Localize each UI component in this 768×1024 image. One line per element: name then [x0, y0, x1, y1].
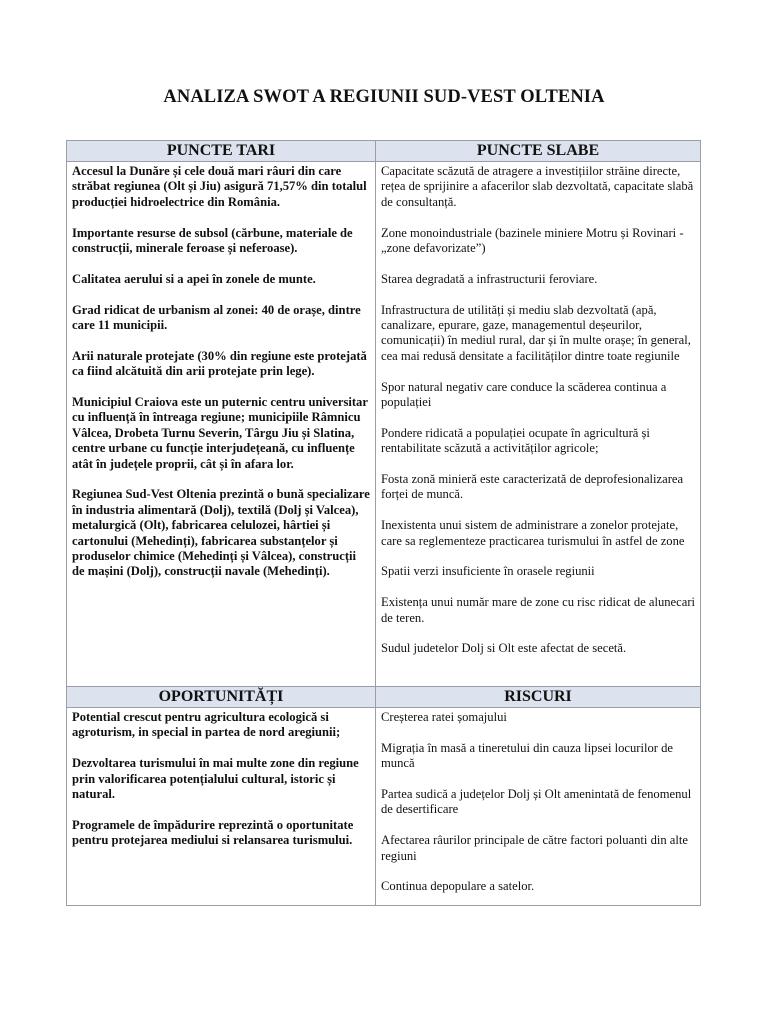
weakness-item: Capacitate scăzută de atragere a investițiilor străine directe, rețea de sprijinire a afacerilor slab dezvoltată, capacitate slabă de consultanță. — [381, 164, 694, 209]
opportunity-item: Dezvoltarea turismului în mai multe zone din regiune prin valorificarea potențialului cultural, istoric și natural. — [72, 756, 359, 802]
threats-header: RISCURI — [376, 687, 701, 708]
strengths-header: PUNCTE TARI — [67, 141, 376, 162]
threat-item: Afectarea râurilor principale de către factori poluanti din alte regiuni — [381, 833, 688, 863]
strength-item: Importante resurse de subsol (cărbune, materiale de construcții, minerale feroase și neferoase). — [72, 225, 353, 256]
weaknesses-cell — [376, 162, 701, 687]
strength-item: Grad ridicat de urbanism al zonei: 40 de orașe, dintre care 11 municipii. — [72, 302, 361, 333]
weakness-item: Inexistenta unui sistem de administrare a zonelor protejate, care sa reglementeze practicarea turismului în astfel de zone — [381, 518, 685, 548]
weakness-item: Spor natural negativ care conduce la scăderea continua a populației — [381, 379, 667, 410]
strength-item: Arii naturale protejate (30% din regiune este protejată ca fiind alcătuită din arii protejate prin lege). — [72, 348, 367, 379]
weakness-item: Zone monoindustriale (bazinele miniere Motru și Rovinari -„zone defavorizate”) — [381, 225, 684, 256]
weakness-item: Pondere ridicată a populației ocupate în agricultură și rentabilitate scăzută a activităților agricole; — [381, 425, 650, 456]
opportunities-cell — [67, 708, 376, 906]
strength-item: Regiunea Sud-Vest Oltenia prezintă o bună specializare în industria alimentară (Dolj), textilă (Dolj și Valcea), metalurgică (Olt), fabricarea celulozei, hârtiei și cartonului (Mehedinți), fabricarea substanțelor și produselor chimice (Mehedinți și Vâlcea), construcții de mașini (Dolj), construcții navale (Mehedinți). — [72, 487, 370, 579]
threat-item: Creșterea ratei șomajului — [381, 710, 507, 724]
weakness-item: Spatii verzi insuficiente în orasele regiunii — [381, 564, 595, 579]
weakness-item: Existența unui număr mare de zone cu risc ridicat de alunecari de teren. — [381, 595, 696, 625]
weakness-item: Fosta zonă minieră este caracterizată de deprofesionalizarea forței de muncă. — [381, 472, 684, 502]
strength-item: Municipiul Craiova este un puternic centru universitar cu influență în întreaga regiune; municipiile Râmnicu Vâlcea, Drobeta Turnu Severin, Târgu Jiu și Slatina, centre urbane cu funcție interjudețeană, cu influențe atât în județele proprii, cât și în afara lor. — [72, 395, 368, 471]
threat-item: Migrația în masă a tineretului din cauza lipsei locurilor de muncă — [381, 740, 674, 771]
threats-cell — [376, 708, 701, 906]
weaknesses-header: PUNCTE SLABE — [376, 141, 701, 162]
opportunity-item: Potential crescut pentru agricultura ecologică si agroturism, in special in partea de nord aregiunii; — [72, 710, 341, 740]
threat-item: Continua depopulare a satelor. — [381, 879, 535, 894]
strengths-cell — [67, 162, 376, 687]
page-title: ANALIZA SWOT A REGIUNII SUD-VEST OLTENIA — [163, 87, 605, 107]
strength-item: Accesul la Dunăre și cele două mari râuri din care străbat regiunea (Olt și Jiu) asigură 71,57% din totalul producției hidroelectrice din România. — [72, 164, 367, 209]
swot-table — [66, 140, 701, 906]
header-row-bottom — [67, 687, 701, 708]
weakness-item: Infrastructura de utilități și mediu slab dezvoltată (apă, canalizare, epurare, gaze, managementul deșeurilor, comunicații) în mediul rural, dar și în multe orașe; în general, cea mai redusă densitate a facilităților dintre toate regiunile — [381, 302, 691, 363]
content-row-top — [67, 162, 701, 687]
content-row-bottom — [67, 708, 701, 906]
weakness-item: Starea degradată a infrastructurii feroviare. — [381, 271, 598, 286]
header-row-top — [67, 141, 701, 162]
opportunities-header: OPORTUNITĂȚI — [67, 687, 376, 708]
threat-item: Partea sudică a județelor Dolj și Olt amenintată de fenomenul de desertificare — [381, 787, 692, 817]
strength-item: Calitatea aerului si a apei în zonele de munte. — [72, 271, 316, 286]
opportunity-item: Programele de împădurire reprezintă o oportunitate pentru protejarea mediului si relansarea turismului. — [72, 817, 354, 848]
weakness-item: Sudul judetelor Dolj si Olt este afectat de secetă. — [381, 641, 627, 656]
